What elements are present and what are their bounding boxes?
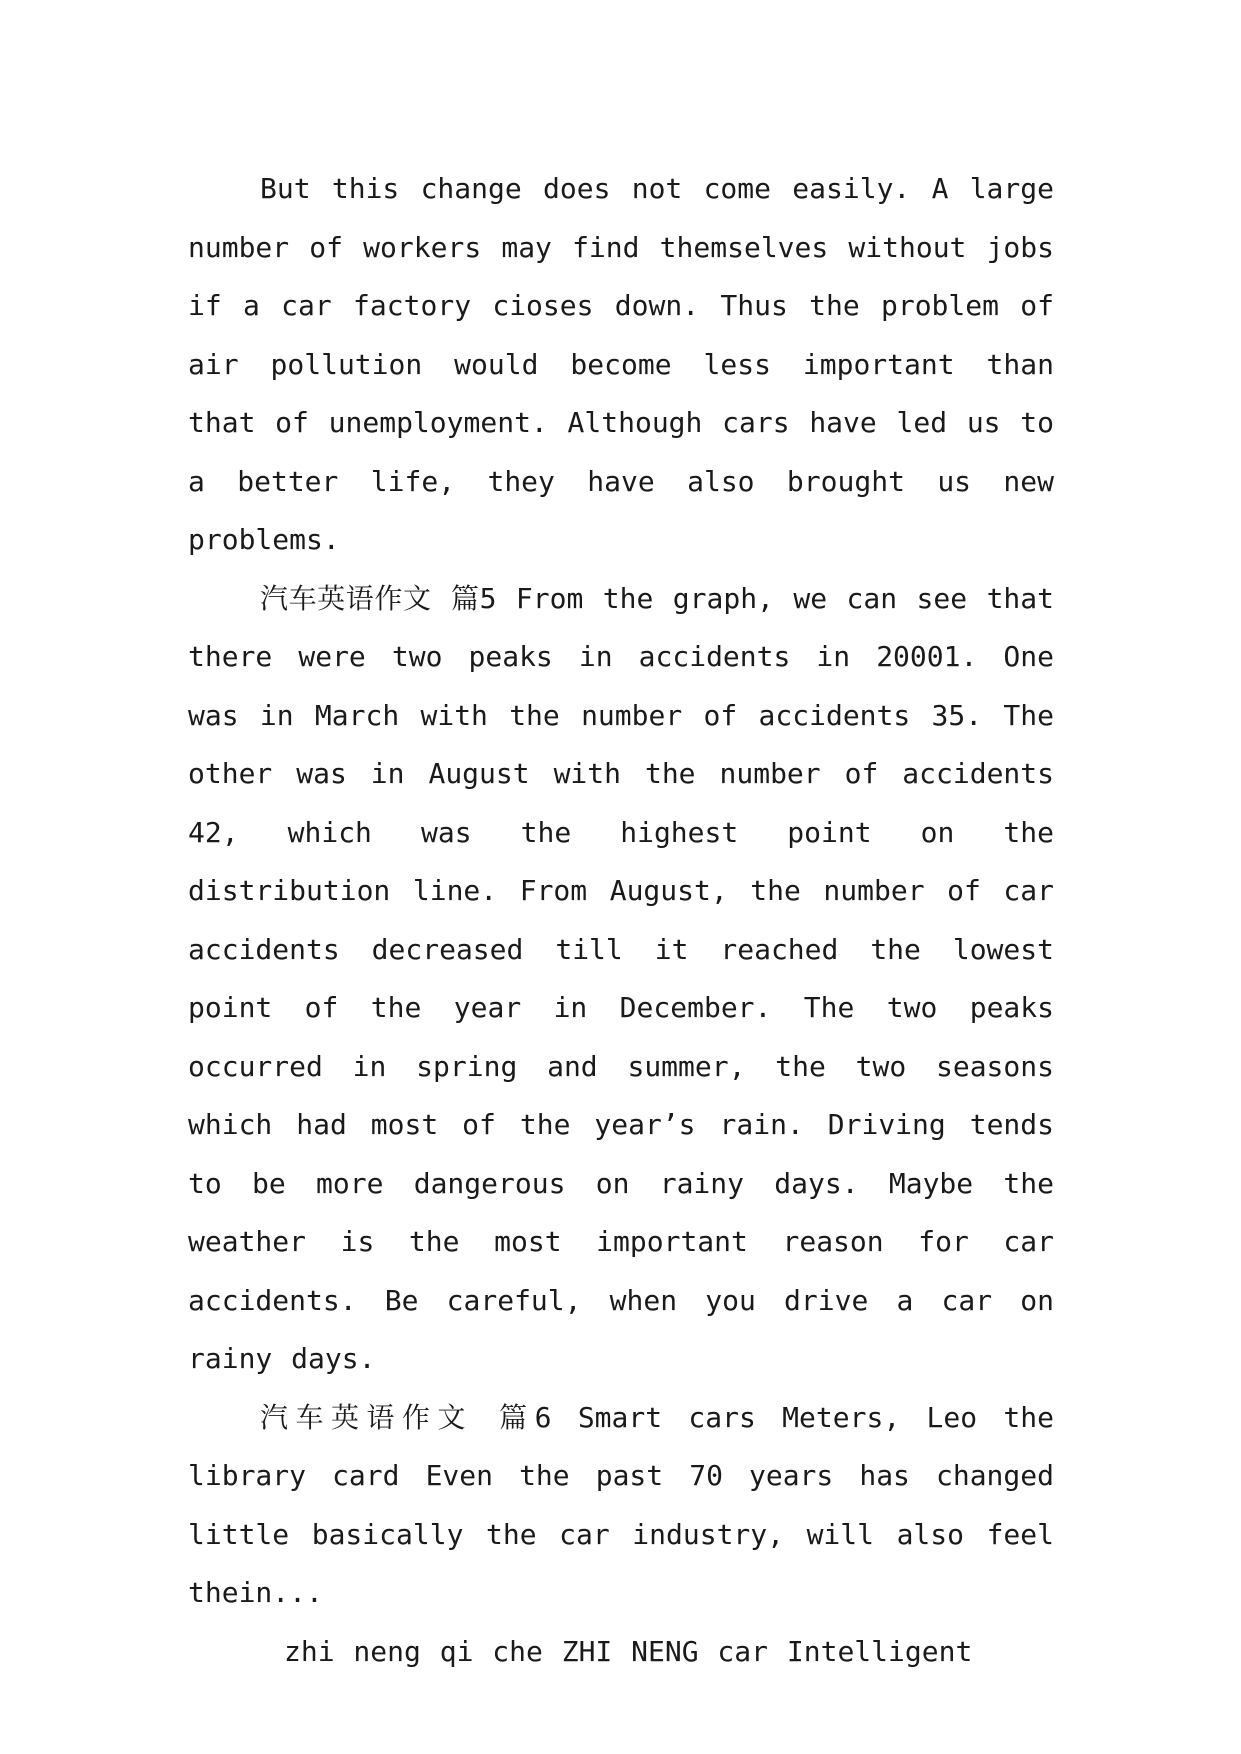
paragraph-essay-5: 汽车英语作文 篇5 From the graph, we can see that there were two peaks in accidents in 20001. One was in March with the number of accidents 35. The other was in August with the number of accidents 42, which was the highest point on the distribution line. From August, the number of car accidents decreased till it reached the lowest point of the year in December. The two peaks occurred in spring and summer, the two seasons which had most of the year’s rain. Driving tends to be more dangerous on rainy days. Maybe the weather is the most important reason for car accidents. Be careful, when you drive a car on rainy days. bbox=[188, 581, 1054, 1375]
paragraph-pinyin: zhi neng qi che ZHI NENG car Intelligent bbox=[284, 1634, 973, 1668]
paragraph-essay-6: 汽车英语作文 篇6 Smart cars Meters, Leo the library card Even the past 70 years has changed little basically the car industry, will also feel thein... bbox=[188, 1400, 1054, 1609]
paragraph-unemployment: But this change does not come easily. A large number of workers may find themselves without jobs if a car factory cioses down. Thus the problem of air pollution would become less important than that of unemployment. Although cars have led us to a better life, they have also brought us new problems. bbox=[188, 172, 1054, 556]
document-body bbox=[188, 160, 1054, 1681]
